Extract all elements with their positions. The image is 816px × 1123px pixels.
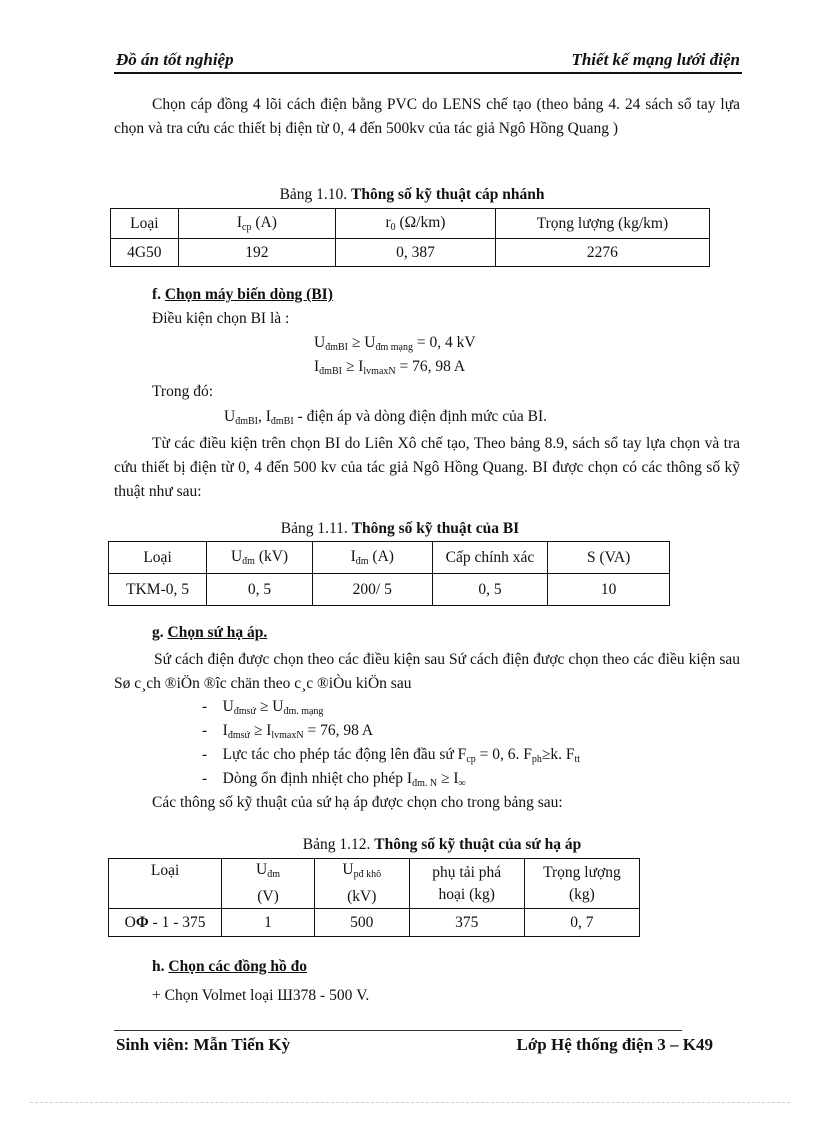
section-h-item: + Chọn Volmet loại Ш378 - 500 V. <box>152 987 370 1004</box>
section-f-heading: f. Chọn máy biến dòng (BI) <box>152 286 333 303</box>
table2-cell: 0, 5 <box>207 574 313 606</box>
bullet-thermal: - Dòng ổn định nhiệt cho phép $I_{đm. N} \ge I_\infty$ <box>202 770 466 789</box>
intro-paragraph: Chọn cáp đồng 4 lõi cách điện bằng PVC do LENS chế tạo (theo bảng 4. 24 sách sổ tay lựa chọn và tra cứu các thiết bị điện từ 0, 4 đến 500kv của tác giả Ngô Hồng Quang ) <box>114 96 740 137</box>
equation-i-bi: $I_{đmBI} \ge I_{lvmaxN} = 76$, 98 A <box>314 358 466 377</box>
table3 <box>108 858 640 937</box>
header-rule <box>114 72 742 74</box>
section-g-closing: Các thông số kỹ thuật của sứ hạ áp được chọn cho trong bảng sau: <box>152 794 563 811</box>
table2-header-udm: $U_{đm}$ (kV) <box>207 542 313 574</box>
page-bottom-dashes <box>30 1102 790 1103</box>
table2-cell: 10 <box>548 574 670 606</box>
table1-header-loai: Loại <box>111 209 179 239</box>
footer-rule <box>114 1030 682 1031</box>
equation-u-bi: $U_{đmBI} \ge U_{đm mạng} = 0$, 4 kV <box>314 334 476 353</box>
table3-header-load: phụ tải phá hoại (kg) <box>409 859 524 909</box>
table3-caption: Bảng 1.12. Thông số kỹ thuật của sứ hạ áp <box>302 836 582 853</box>
table2-cell: TKM-0, 5 <box>109 574 207 606</box>
table3-header-weight: Trọng lượng (kg) <box>524 859 639 909</box>
table3-cell-type: OΦ - 1 - 375 <box>109 909 222 937</box>
section-f-definition: $U_{đmBI}$, $I_{đmBI}$ - điện áp và dòng điện định mức của BI. <box>224 408 548 427</box>
table3-cell: 0, 7 <box>524 909 639 937</box>
header-right: Thiết kế mạng lưới điện <box>571 50 740 69</box>
table1-cell: 0, 387 <box>336 239 496 267</box>
bullet-force: - Lực tác cho phép tác động lên đầu sứ $F_{cp} = 0$, 6. $F_{ph}\ge k$. $F_{tt}$ <box>202 746 581 765</box>
table3-cell: 500 <box>314 909 409 937</box>
section-h-heading: h. Chọn các đồng hồ đo <box>152 958 308 975</box>
section-f-condition: Điều kiện chọn BI là : <box>152 310 290 327</box>
table3-cell: 375 <box>409 909 524 937</box>
table2-header-accuracy: Cấp chính xác <box>432 542 548 574</box>
table1-caption: Bảng 1.10. Thông số kỹ thuật cáp nhánh <box>279 186 545 203</box>
table1-header-icp: $I_{cp}$ (A) <box>178 209 335 239</box>
table2-header-idm: $I_{đm}$ (A) <box>312 542 432 574</box>
table2-cell: 0, 5 <box>432 574 548 606</box>
table1-header-r0: $r_0$ (Ω/km) <box>336 209 496 239</box>
section-f-paragraph: Từ các điều kiện trên chọn BI do Liên Xô chế tạo, Theo bảng 8.9, sách sổ tay lựa chọn và tra cứu thiết bị điện từ 0, 4 đến 500 kv của tác giả Ngô Hồng Quang. BI được chọn có các thông số kỹ thuật như sau: <box>114 435 740 500</box>
footer-right: Lớp Hệ thống điện 3 – K49 <box>516 1035 713 1054</box>
header-left: Đồ án tốt nghiệp <box>116 50 234 69</box>
table1-cell: 192 <box>178 239 335 267</box>
table2-cell: 200/ 5 <box>312 574 432 606</box>
section-g-heading: g. Chọn sứ hạ áp. <box>152 624 268 641</box>
table3-cell: 1 <box>222 909 315 937</box>
footer-left: Sinh viên: Mẫn Tiến Kỳ <box>116 1035 291 1054</box>
table3-header-udm: $U_{đm}$ (V) <box>222 859 315 909</box>
table2-header-loai: Loại <box>109 542 207 574</box>
bullet-i-su: - $I_{đmsứ} \ge I_{lvmaxN} = 76$, 98 A <box>202 722 374 741</box>
bullet-u-su: - $U_{đmsứ} \ge U_{đm. mạng}$ <box>202 698 324 717</box>
table2-caption: Bảng 1.11. Thông số kỹ thuật của BI <box>280 520 520 537</box>
table1-header-weight: Trọng lượng (kg/km) <box>495 209 709 239</box>
table3-header-loai: Loại <box>109 859 222 909</box>
table2 <box>108 541 670 606</box>
table2-header-s: S (VA) <box>548 542 670 574</box>
section-f-where: Trong đó: <box>152 383 214 400</box>
table1 <box>110 208 710 267</box>
section-g-paragraph: Sứ cách điện được chọn theo các điều kiện sau Sứ cách điện được chọn theo các điều kiện sau Sø c¸ch ®iÖn ®îc chän theo c¸c ®iÒu kiÖn sau <box>114 651 740 692</box>
table1-cell: 2276 <box>495 239 709 267</box>
table3-header-upd: $U_{pđ khô}$ (kV) <box>314 859 409 909</box>
table1-cell: 4G50 <box>111 239 179 267</box>
